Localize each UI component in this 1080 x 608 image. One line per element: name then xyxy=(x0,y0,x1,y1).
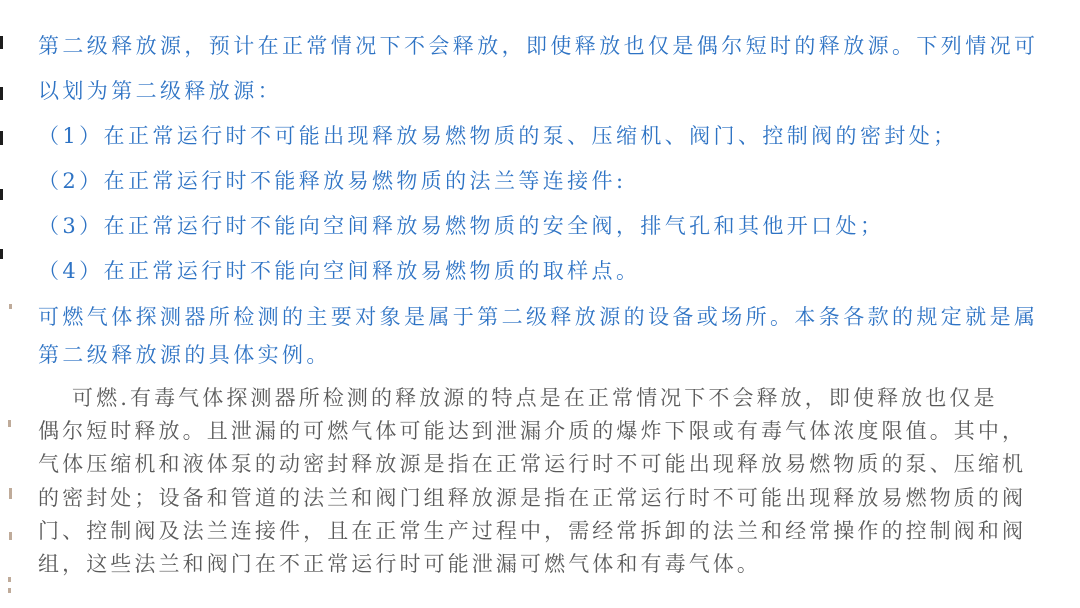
text-line: 气体压缩机和液体泵的动密封释放源是指在正常运行时不可能出现释放易燃物质的泵、压缩机 xyxy=(38,452,1027,477)
commentary-paragraph xyxy=(38,382,1052,581)
intro-paragraph xyxy=(38,24,1052,114)
scan-artifact xyxy=(0,87,3,100)
text-line: 的密封处；设备和管道的法兰和阀门组释放源是指在正常运行时不可能出现释放易燃物质的阀 xyxy=(38,485,1027,510)
scan-artifact xyxy=(0,249,3,259)
text-line: 门、控制阀及法兰连接件，且在正常生产过程中，需经常拆卸的法兰和经常操作的控制阀和阀 xyxy=(38,518,1027,543)
scan-artifact xyxy=(0,189,3,200)
text-line: 第二级释放源的具体实例。 xyxy=(38,343,331,367)
text-line: （2）在正常运行时不能释放易燃物质的法兰等连接件: xyxy=(38,169,627,193)
scan-artifact xyxy=(9,304,12,309)
text-line: 组，这些法兰和阀门在不正常运行时可能泄漏可燃气体和有毒气体。 xyxy=(38,552,761,577)
clause-2 xyxy=(38,159,1052,204)
text-line: 以划为第二级释放源： xyxy=(38,79,282,103)
clause-1 xyxy=(38,114,1052,159)
scan-artifact xyxy=(8,577,11,582)
text-line: （4）在正常运行时不能向空间释放易燃物质的取样点。 xyxy=(38,259,641,283)
scan-artifact xyxy=(0,131,3,145)
scan-artifact xyxy=(9,532,12,540)
clause-4 xyxy=(38,249,1052,294)
summary-paragraph xyxy=(38,298,1052,374)
text-line: （1）在正常运行时不可能出现释放易燃物质的泵、压缩机、阀门、控制阀的密封处； xyxy=(38,124,958,148)
text-line: 可燃气体探测器所检测的主要对象是属于第二级释放源的设备或场所。本条各款的规定就是属 xyxy=(38,305,1039,329)
clause-3 xyxy=(38,204,1052,249)
text-line: 可燃.有毒气体探测器所检测的释放源的特点是在正常情况下不会释放，即使释放也仅是 xyxy=(72,386,998,410)
text-line: （3）在正常运行时不能向空间释放易燃物质的安全阀，排气孔和其他开口处； xyxy=(38,214,885,238)
scan-artifact xyxy=(9,488,12,499)
scan-artifact xyxy=(8,420,11,427)
scan-artifact xyxy=(8,588,11,593)
scan-artifact xyxy=(0,36,3,49)
text-line: 第二级释放源，预计在正常情况下不会释放，即使释放也仅是偶尔短时的释放源。下列情况可 xyxy=(38,34,1039,58)
text-line: 偶尔短时释放。且泄漏的可燃气体可能达到泄漏介质的爆炸下限或有毒气体浓度限值。其中， xyxy=(38,419,1027,444)
